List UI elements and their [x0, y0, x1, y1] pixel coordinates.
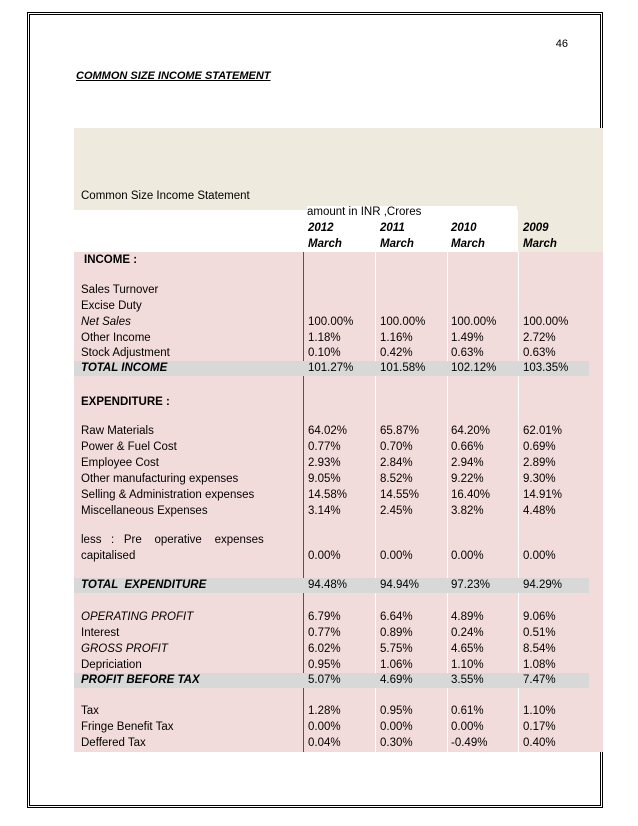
- column-header-2011: 2011 March: [380, 222, 414, 250]
- table-label: Common Size Income Statement: [81, 190, 250, 202]
- table-row: GROSS PROFIT 6.02% 5.75% 4.65% 8.54%: [81, 643, 556, 655]
- column-header-2009: 2009 March: [523, 222, 557, 250]
- table-row: Selling & Administration expenses 14.58% 14.55% 16.40% 14.91%: [81, 489, 563, 501]
- table-row: Tax 1.28% 0.95% 0.61% 1.10%: [81, 705, 556, 717]
- table-row: OPERATING PROFIT 6.79% 6.64% 4.89% 9.06%: [81, 611, 556, 623]
- expenditure-heading-row: EXPENDITURE :: [81, 396, 170, 408]
- table-row: Sales Turnover: [81, 284, 159, 296]
- page-number: 46: [555, 38, 568, 50]
- total-income-row: TOTAL INCOME 101.27% 101.58% 102.12% 103.35%: [81, 362, 569, 374]
- profit-before-tax-row: PROFIT BEFORE TAX 5.07% 4.69% 3.55% 7.47%: [81, 674, 556, 686]
- table-row: Deffered Tax 0.04% 0.30% -0.49% 0.40%: [81, 737, 556, 749]
- table-row: Employee Cost 2.93% 2.84% 2.94% 2.89%: [81, 457, 556, 469]
- total-expenditure-row: TOTAL EXPENDITURE 94.48% 94.94% 97.23% 94.29%: [81, 579, 563, 591]
- table-row: Excise Duty: [81, 300, 142, 312]
- preoperative-row-line1: less : Pre operative expenses: [81, 534, 264, 546]
- preoperative-row: capitalised 0.00% 0.00% 0.00% 0.00%: [81, 550, 556, 562]
- table-row: Raw Materials 64.02% 65.87% 64.20% 62.01%: [81, 425, 563, 437]
- table-row: Net Sales 100.00% 100.00% 100.00% 100.00%: [81, 316, 569, 328]
- document-title: COMMON SIZE INCOME STATEMENT: [76, 70, 271, 82]
- table-row: Stock Adjustment 0.10% 0.42% 0.63% 0.63%: [81, 347, 556, 359]
- table-row: Other manufacturing expenses 9.05% 8.52% 9.22% 9.30%: [81, 473, 556, 485]
- column-header-2010: 2010 March: [451, 222, 485, 250]
- unit-label: amount in INR ,Crores: [307, 206, 517, 220]
- income-heading-row: INCOME :: [84, 254, 138, 266]
- table-row: Fringe Benefit Tax 0.00% 0.00% 0.00% 0.17%: [81, 721, 556, 733]
- table-row: Interest 0.77% 0.89% 0.24% 0.51%: [81, 627, 556, 639]
- table-row: Miscellaneous Expenses 3.14% 2.45% 3.82% 4.48%: [81, 505, 556, 517]
- column-header-2012: 2012 March: [308, 222, 342, 250]
- table-row: Power & Fuel Cost 0.77% 0.70% 0.66% 0.69%: [81, 441, 556, 453]
- table-row: Other Income 1.18% 1.16% 1.49% 2.72%: [81, 332, 556, 344]
- table-row: Depriciation 0.95% 1.06% 1.10% 1.08%: [81, 659, 556, 671]
